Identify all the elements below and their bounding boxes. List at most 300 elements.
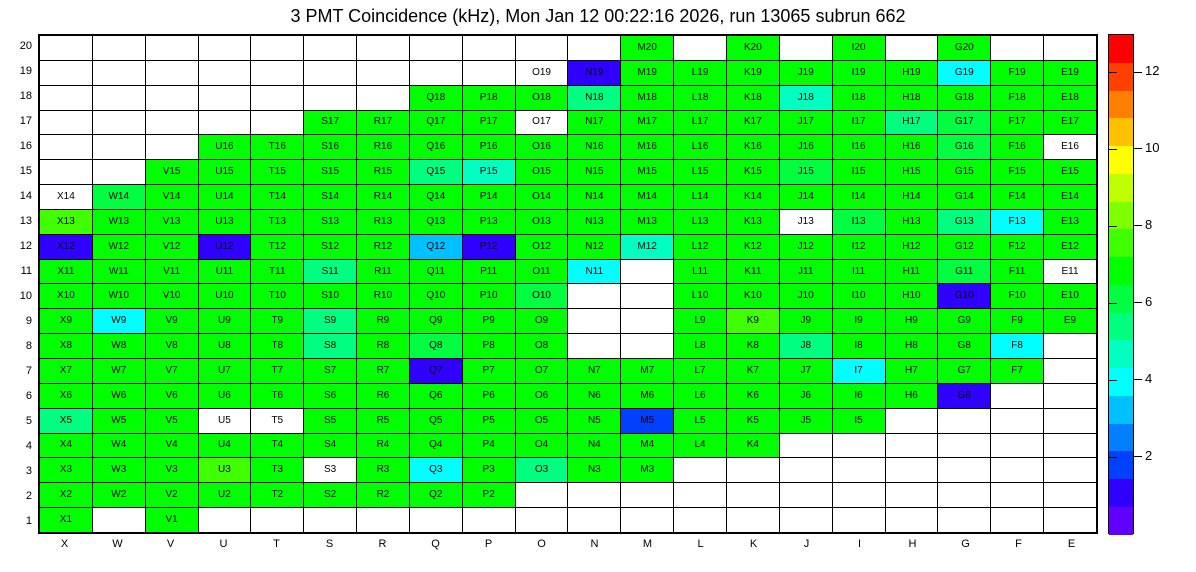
heatmap-cell: R9 [357, 309, 410, 334]
heatmap-row [40, 160, 1097, 185]
heatmap-cell: L17 [674, 110, 727, 135]
heatmap-cell: H18 [885, 85, 938, 110]
heatmap-cell: Q15 [409, 160, 462, 185]
heatmap-cell: N19 [568, 60, 621, 85]
colorbar [1108, 34, 1134, 534]
y-tick-label: 4 [25, 439, 32, 452]
heatmap-cell-empty [991, 508, 1044, 533]
heatmap-cell: U13 [198, 209, 251, 234]
colorbar-tick-label: 4 [1134, 371, 1152, 386]
heatmap-cell: P3 [462, 458, 515, 483]
heatmap-cell: P9 [462, 309, 515, 334]
heatmap-cell-empty [304, 85, 357, 110]
heatmap-cell: S7 [304, 358, 357, 383]
heatmap-cell: H14 [885, 185, 938, 210]
heatmap-cell: E12 [1044, 234, 1097, 259]
heatmap-cell: S3 [304, 458, 357, 483]
heatmap-cell: P16 [462, 135, 515, 160]
heatmap-cell: R11 [357, 259, 410, 284]
heatmap-cell: G7 [938, 358, 991, 383]
heatmap-cell: H6 [885, 383, 938, 408]
heatmap-cell-empty [198, 36, 251, 61]
heatmap-cell-empty [357, 508, 410, 533]
heatmap-cell: K15 [726, 160, 779, 185]
heatmap-cell-empty [409, 60, 462, 85]
heatmap-cell: L6 [674, 383, 727, 408]
x-tick-label: H [908, 538, 917, 550]
heatmap-cell: Q9 [409, 309, 462, 334]
heatmap-cell: R5 [357, 408, 410, 433]
heatmap-cell: M4 [621, 433, 674, 458]
heatmap-cell: O12 [515, 234, 568, 259]
heatmap-cell: E9 [1044, 309, 1097, 334]
heatmap-row [40, 508, 1097, 533]
heatmap-cell: S9 [304, 309, 357, 334]
heatmap-cell-empty [92, 110, 145, 135]
heatmap-cell-empty [92, 160, 145, 185]
heatmap-cell: I7 [832, 358, 885, 383]
heatmap-cell: P17 [462, 110, 515, 135]
heatmap-cell: E13 [1044, 209, 1097, 234]
heatmap-cell: Q3 [409, 458, 462, 483]
heatmap-cell: U15 [198, 160, 251, 185]
heatmap-cell: R10 [357, 284, 410, 309]
heatmap-cell: H13 [885, 209, 938, 234]
heatmap-cell: O17 [515, 110, 568, 135]
heatmap-cell: H19 [885, 60, 938, 85]
heatmap-cell-empty [674, 508, 727, 533]
x-tick-label: V [166, 538, 175, 550]
y-tick-label: 9 [25, 314, 32, 327]
heatmap-cell: J7 [779, 358, 832, 383]
heatmap-cell: F11 [991, 259, 1044, 284]
heatmap-cell: L16 [674, 135, 727, 160]
heatmap-cell-empty [1044, 358, 1097, 383]
heatmap-cell: E11 [1044, 259, 1097, 284]
colorbar-tick-mark [1108, 303, 1117, 304]
heatmap-cell: E17 [1044, 110, 1097, 135]
heatmap-cell-empty [938, 483, 991, 508]
heatmap-cell: V12 [145, 234, 198, 259]
heatmap-cell-empty [304, 36, 357, 61]
heatmap-cell: G10 [938, 284, 991, 309]
heatmap-row [40, 259, 1097, 284]
heatmap-cell: V6 [145, 383, 198, 408]
heatmap-cell: G14 [938, 185, 991, 210]
heatmap-cell: R17 [357, 110, 410, 135]
heatmap-cell-empty [40, 60, 93, 85]
heatmap-cell: G20 [938, 36, 991, 61]
heatmap-cell: J15 [779, 160, 832, 185]
heatmap-cell: F9 [991, 309, 1044, 334]
heatmap-cell: M14 [621, 185, 674, 210]
heatmap-cell: P11 [462, 259, 515, 284]
heatmap-cell: L5 [674, 408, 727, 433]
heatmap-cell: F13 [991, 209, 1044, 234]
heatmap-cell: E18 [1044, 85, 1097, 110]
y-tick-label: 15 [19, 164, 32, 177]
heatmap-cell: G11 [938, 259, 991, 284]
heatmap-cell: K12 [726, 234, 779, 259]
y-tick-label: 16 [19, 139, 32, 152]
heatmap-cell: T8 [251, 334, 304, 359]
heatmap-cell-empty [145, 135, 198, 160]
heatmap-cell: S12 [304, 234, 357, 259]
x-tick-label: N [590, 538, 599, 550]
heatmap-cell-empty [991, 383, 1044, 408]
colorbar-tick-mark [1108, 457, 1117, 458]
heatmap-cell: M19 [621, 60, 674, 85]
colorbar-tick-mark [1108, 380, 1117, 381]
heatmap-cell: Q10 [409, 284, 462, 309]
heatmap-cell-empty [251, 85, 304, 110]
heatmap-cell: J10 [779, 284, 832, 309]
heatmap-cell: K10 [726, 284, 779, 309]
heatmap-cell: I19 [832, 60, 885, 85]
colorbar-segment [1109, 313, 1133, 341]
heatmap-cell: N14 [568, 185, 621, 210]
heatmap-cell: L11 [674, 259, 727, 284]
y-tick-label: 6 [25, 389, 32, 402]
heatmap-cell: T3 [251, 458, 304, 483]
heatmap-cell: U4 [198, 433, 251, 458]
heatmap-cell: X11 [40, 259, 93, 284]
heatmap-cell: F7 [991, 358, 1044, 383]
heatmap-row [40, 408, 1097, 433]
heatmap-cell: S6 [304, 383, 357, 408]
heatmap-cell: J8 [779, 334, 832, 359]
heatmap-cell: N11 [568, 259, 621, 284]
heatmap-cell: L12 [674, 234, 727, 259]
heatmap-cell: J19 [779, 60, 832, 85]
heatmap-cell: E19 [1044, 60, 1097, 85]
heatmap-cell-empty [621, 309, 674, 334]
heatmap-cell: R6 [357, 383, 410, 408]
heatmap-cell: X10 [40, 284, 93, 309]
heatmap-cell: P14 [462, 185, 515, 210]
y-tick-label: 18 [19, 89, 32, 102]
page-title: 3 PMT Coincidence (kHz), Mon Jan 12 00:22:16 2026, run 13065 subrun 662 [290, 6, 906, 26]
heatmap-cell: G6 [938, 383, 991, 408]
heatmap-cell: X5 [40, 408, 93, 433]
heatmap-cell: K20 [726, 36, 779, 61]
heatmap-cell: J14 [779, 185, 832, 210]
heatmap-cell: K5 [726, 408, 779, 433]
heatmap-cell: I17 [832, 110, 885, 135]
x-tick-label: U [219, 538, 228, 550]
heatmap-row [40, 209, 1097, 234]
heatmap-cell-empty [568, 284, 621, 309]
heatmap-cell-empty [726, 483, 779, 508]
heatmap-cell: M15 [621, 160, 674, 185]
heatmap-cell-empty [779, 433, 832, 458]
heatmap-cell: K6 [726, 383, 779, 408]
heatmap-cell: H10 [885, 284, 938, 309]
heatmap-cell: T7 [251, 358, 304, 383]
heatmap-cell-empty [198, 85, 251, 110]
heatmap-cell: P4 [462, 433, 515, 458]
heatmap-cell: F12 [991, 234, 1044, 259]
heatmap-cell: N3 [568, 458, 621, 483]
heatmap-cell-empty [409, 508, 462, 533]
heatmap-cell: U12 [198, 234, 251, 259]
colorbar-tick-mark [1108, 72, 1117, 73]
x-tick-label: T [273, 538, 280, 550]
heatmap-cell: R8 [357, 334, 410, 359]
heatmap-cell-empty [1044, 36, 1097, 61]
heatmap-cell: Q13 [409, 209, 462, 234]
heatmap-cell: N5 [568, 408, 621, 433]
heatmap-cell-empty [515, 483, 568, 508]
heatmap-cell-empty [726, 508, 779, 533]
heatmap-cell: R4 [357, 433, 410, 458]
heatmap-cell: K19 [726, 60, 779, 85]
heatmap-cell: P15 [462, 160, 515, 185]
heatmap-cell: S5 [304, 408, 357, 433]
heatmap-cell: N18 [568, 85, 621, 110]
heatmap-cell-empty [832, 483, 885, 508]
heatmap-cell: X7 [40, 358, 93, 383]
heatmap-cell: O13 [515, 209, 568, 234]
heatmap-row [40, 185, 1097, 210]
y-tick-label: 13 [19, 214, 32, 227]
heatmap-cell: M20 [621, 36, 674, 61]
heatmap-cell: W5 [92, 408, 145, 433]
x-tick-label: O [537, 538, 546, 550]
heatmap-cell: I10 [832, 284, 885, 309]
heatmap-row [40, 135, 1097, 160]
heatmap-cell: V14 [145, 185, 198, 210]
heatmap-cell-empty [674, 36, 727, 61]
heatmap-cell: V3 [145, 458, 198, 483]
heatmap-cell: X12 [40, 234, 93, 259]
heatmap-cell: V7 [145, 358, 198, 383]
heatmap-cell-empty [568, 483, 621, 508]
heatmap-row [40, 36, 1097, 61]
colorbar-tick-label: 12 [1134, 63, 1159, 78]
heatmap-cell: G9 [938, 309, 991, 334]
heatmap-cell: I20 [832, 36, 885, 61]
heatmap-cell-empty [991, 36, 1044, 61]
heatmap-cell: R14 [357, 185, 410, 210]
heatmap-cell: V1 [145, 508, 198, 533]
heatmap-cell: S11 [304, 259, 357, 284]
heatmap-cell: Q11 [409, 259, 462, 284]
heatmap-cell: I18 [832, 85, 885, 110]
heatmap-cell: J16 [779, 135, 832, 160]
heatmap-cell: I6 [832, 383, 885, 408]
heatmap-cell: F19 [991, 60, 1044, 85]
heatmap-cell: Q6 [409, 383, 462, 408]
heatmap-cell: H9 [885, 309, 938, 334]
heatmap-cell-empty [462, 36, 515, 61]
colorbar-segment [1109, 174, 1133, 202]
heatmap-cell-empty [1044, 383, 1097, 408]
heatmap-cell: K16 [726, 135, 779, 160]
heatmap-cell-empty [568, 309, 621, 334]
heatmap-cell: L13 [674, 209, 727, 234]
colorbar-segment [1109, 451, 1133, 479]
heatmap-cell: H15 [885, 160, 938, 185]
heatmap-cell-empty [621, 334, 674, 359]
heatmap-cell: T16 [251, 135, 304, 160]
heatmap-grid [39, 35, 1097, 533]
heatmap-cell-empty [251, 508, 304, 533]
heatmap-cell: J18 [779, 85, 832, 110]
heatmap-cell: L10 [674, 284, 727, 309]
heatmap-cell: Q5 [409, 408, 462, 433]
heatmap-cell: W13 [92, 209, 145, 234]
x-tick-label: F [1015, 538, 1022, 550]
x-tick-label: P [484, 538, 493, 550]
y-tick-label: 14 [19, 189, 32, 202]
heatmap-row [40, 433, 1097, 458]
heatmap-cell-empty [357, 60, 410, 85]
heatmap-cell-empty [304, 508, 357, 533]
heatmap-cell-empty [40, 135, 93, 160]
heatmap-cell-empty [409, 36, 462, 61]
heatmap-cell: T2 [251, 483, 304, 508]
heatmap-cell: M7 [621, 358, 674, 383]
x-tick-label: S [325, 538, 334, 550]
x-tick-label: G [961, 538, 970, 550]
heatmap-cell-empty [1044, 483, 1097, 508]
colorbar-segment [1109, 424, 1133, 452]
heatmap-cell: I5 [832, 408, 885, 433]
heatmap-cell: S16 [304, 135, 357, 160]
heatmap-cell-empty [1044, 458, 1097, 483]
heatmap-cell: U3 [198, 458, 251, 483]
colorbar-segment [1109, 396, 1133, 424]
heatmap-cell: T15 [251, 160, 304, 185]
heatmap-cell: F10 [991, 284, 1044, 309]
heatmap-cell-empty [92, 508, 145, 533]
heatmap-cell: U8 [198, 334, 251, 359]
heatmap-cell: I12 [832, 234, 885, 259]
heatmap-cell: L9 [674, 309, 727, 334]
heatmap-cell: U11 [198, 259, 251, 284]
heatmap-cell: H7 [885, 358, 938, 383]
heatmap-cell: P6 [462, 383, 515, 408]
heatmap-cell: O3 [515, 458, 568, 483]
heatmap-cell: O14 [515, 185, 568, 210]
heatmap-cell: W4 [92, 433, 145, 458]
heatmap-row [40, 458, 1097, 483]
y-tick-label: 2 [25, 489, 32, 502]
heatmap-cell: N6 [568, 383, 621, 408]
heatmap-row [40, 110, 1097, 135]
y-tick-label: 7 [25, 364, 32, 377]
heatmap-cell: L19 [674, 60, 727, 85]
heatmap-cell: O19 [515, 60, 568, 85]
heatmap-cell: X2 [40, 483, 93, 508]
heatmap-cell: I14 [832, 185, 885, 210]
colorbar-segment [1109, 479, 1133, 507]
heatmap-cell: O5 [515, 408, 568, 433]
heatmap-cell-empty [885, 483, 938, 508]
heatmap-cell-empty [92, 85, 145, 110]
heatmap-cell: G16 [938, 135, 991, 160]
heatmap-row [40, 334, 1097, 359]
colorbar-tick-mark [1108, 149, 1117, 150]
heatmap-cell-empty [251, 110, 304, 135]
heatmap-cell: F15 [991, 160, 1044, 185]
heatmap-cell: J13 [779, 209, 832, 234]
heatmap-cell: V9 [145, 309, 198, 334]
heatmap-cell: O18 [515, 85, 568, 110]
heatmap-cell: E14 [1044, 185, 1097, 210]
y-tick-label: 10 [19, 289, 32, 302]
heatmap-cell: N15 [568, 160, 621, 185]
heatmap-cell: I9 [832, 309, 885, 334]
heatmap-cell: O6 [515, 383, 568, 408]
x-tick-label: J [803, 538, 810, 550]
heatmap-row [40, 358, 1097, 383]
heatmap-cell: W7 [92, 358, 145, 383]
y-tick-label: 1 [25, 514, 32, 527]
heatmap-cell: I16 [832, 135, 885, 160]
heatmap-cell: I13 [832, 209, 885, 234]
y-tick-label: 11 [20, 264, 32, 277]
heatmap-cell: H12 [885, 234, 938, 259]
heatmap-cell: L7 [674, 358, 727, 383]
heatmap-cell: R3 [357, 458, 410, 483]
heatmap-cell: W6 [92, 383, 145, 408]
heatmap-cell-empty [1044, 433, 1097, 458]
heatmap-cell: U9 [198, 309, 251, 334]
heatmap-cell: P2 [462, 483, 515, 508]
heatmap-cell-empty [621, 284, 674, 309]
heatmap-cell: T4 [251, 433, 304, 458]
heatmap-cell: K17 [726, 110, 779, 135]
heatmap-cell: J12 [779, 234, 832, 259]
heatmap-cell: W10 [92, 284, 145, 309]
heatmap-cell: W8 [92, 334, 145, 359]
heatmap-cell: R13 [357, 209, 410, 234]
heatmap-cell: G19 [938, 60, 991, 85]
heatmap-cell: W2 [92, 483, 145, 508]
heatmap-cell: S14 [304, 185, 357, 210]
heatmap-cell: H16 [885, 135, 938, 160]
heatmap-cell: X6 [40, 383, 93, 408]
heatmap-cell: K13 [726, 209, 779, 234]
colorbar-segment [1109, 63, 1133, 91]
heatmap-cell: T12 [251, 234, 304, 259]
heatmap-cell: M17 [621, 110, 674, 135]
heatmap-cell: F14 [991, 185, 1044, 210]
heatmap-cell-empty [515, 508, 568, 533]
heatmap-row [40, 309, 1097, 334]
heatmap-cell: K4 [726, 433, 779, 458]
heatmap-cell: X3 [40, 458, 93, 483]
heatmap-cell: V2 [145, 483, 198, 508]
heatmap-cell: H8 [885, 334, 938, 359]
colorbar-tick-label: 2 [1134, 448, 1152, 463]
heatmap-cell-empty [832, 458, 885, 483]
heatmap-cell: H11 [885, 259, 938, 284]
y-tick-label: 20 [19, 39, 32, 52]
heatmap-cell: Q4 [409, 433, 462, 458]
heatmap-cell: R7 [357, 358, 410, 383]
heatmap-cell: P10 [462, 284, 515, 309]
heatmap-cell: E10 [1044, 284, 1097, 309]
heatmap-cell: V8 [145, 334, 198, 359]
heatmap-cell-empty [357, 36, 410, 61]
heatmap-cell: X8 [40, 334, 93, 359]
heatmap-cell: N7 [568, 358, 621, 383]
y-tick-label: 5 [25, 414, 32, 427]
heatmap-cell: V11 [145, 259, 198, 284]
